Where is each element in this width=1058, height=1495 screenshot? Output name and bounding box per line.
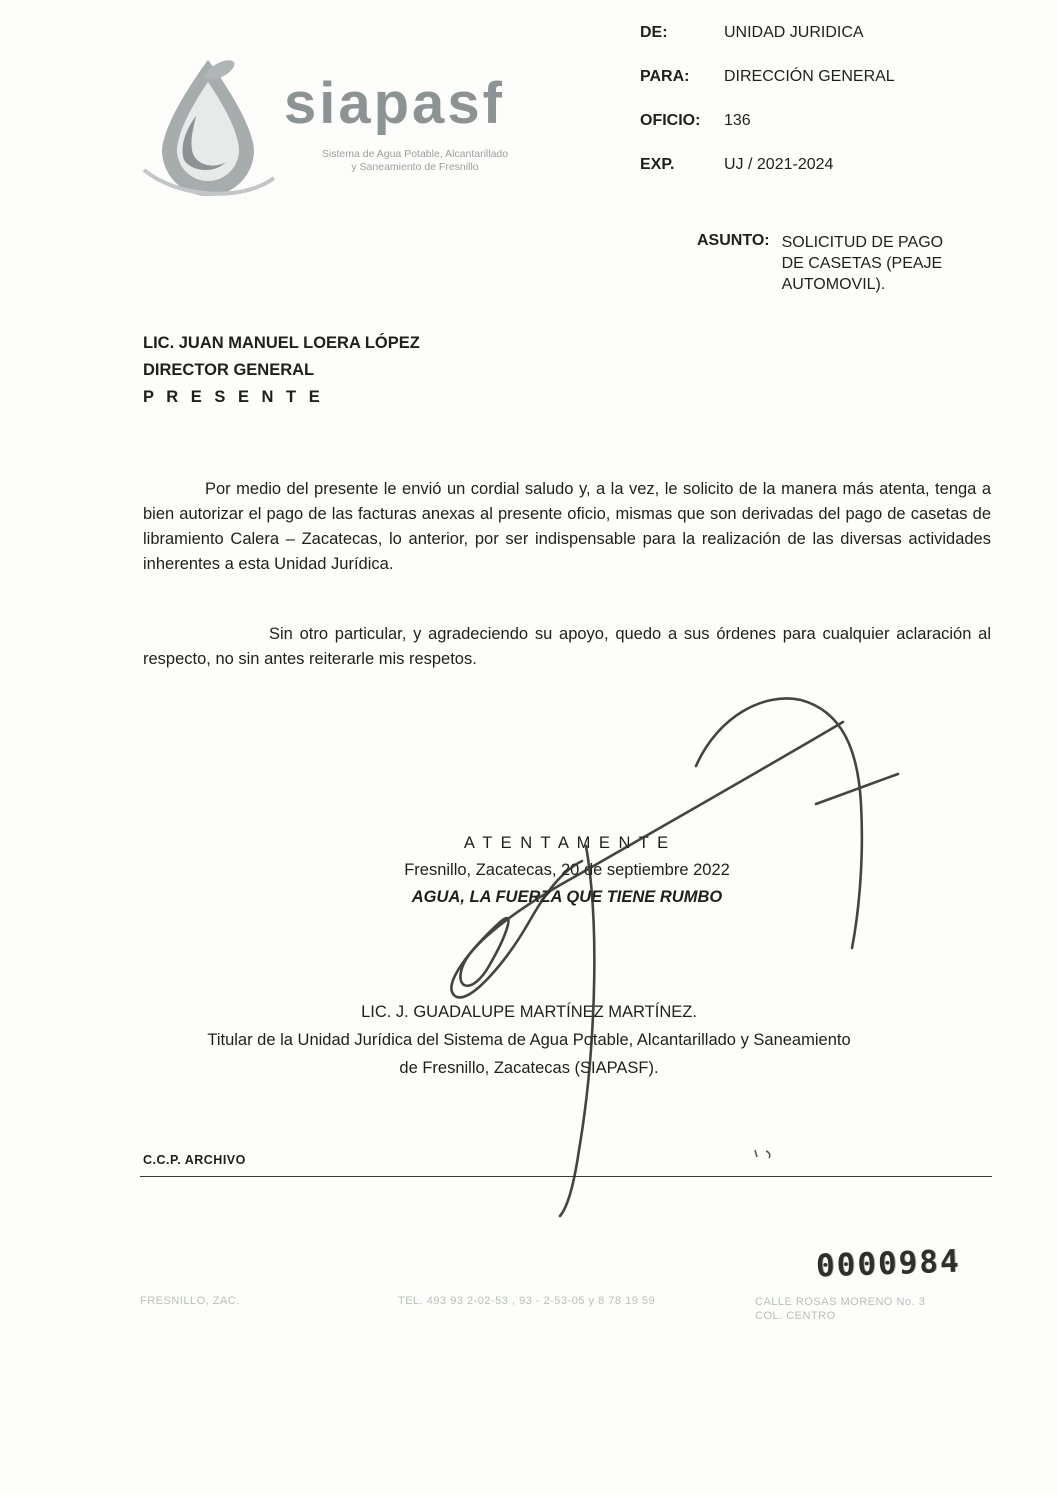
- body-paragraph-1: Por medio del presente le envió un cordial saludo y, a la vez, le solicito de la manera más atenta, tenga a bien autorizar el pago de las facturas anexas al presente oficio, mismas que son derivadas del pago de casetas de libramiento Calera – Zacatecas, lo anterior, por ser indispensable para la realización de las diversas actividades inherentes a esta Unidad Jurídica.: [143, 480, 991, 573]
- field-de-value: UNIDAD JURIDICA: [724, 24, 864, 41]
- footer-rule: [140, 1176, 992, 1177]
- field-para-value: DIRECCIÓN GENERAL: [724, 68, 895, 85]
- subject-block: [697, 232, 943, 295]
- recipient-name: LIC. JUAN MANUEL LOERA LÓPEZ: [143, 334, 420, 352]
- header-fields: [640, 24, 895, 200]
- signer-block: [64, 998, 994, 1082]
- field-exp: [640, 156, 895, 174]
- logo-tagline: [290, 148, 540, 174]
- body-paragraph-2: Sin otro particular, y agradeciendo su apoyo, quedo a sus órdenes para cualquier aclaración al respecto, no sin antes reiterarle mis respetos.: [143, 625, 991, 668]
- subject-line3: AUTOMOVIL).: [781, 276, 886, 293]
- subject-line2: DE CASETAS (PEAJE: [781, 255, 943, 272]
- closing-block: [143, 830, 991, 911]
- field-exp-value: UJ / 2021-2024: [724, 156, 834, 173]
- date-line: Fresnillo, Zacatecas, 20 de septiembre 2022: [404, 861, 730, 879]
- subject-label: ASUNTO:: [697, 232, 770, 249]
- folio-stamp-number: 0000984: [815, 1243, 962, 1285]
- field-para-label: PARA:: [640, 68, 690, 85]
- recipient-block: [143, 330, 420, 411]
- field-oficio-value: 136: [724, 112, 751, 129]
- footer-address: [755, 1295, 925, 1323]
- logo-brand-text: siapasf: [284, 71, 505, 136]
- signer-title-line1: Titular de la Unidad Jurídica del Sistema de Agua Potable, Alcantarillado y Saneamiento: [207, 1031, 851, 1049]
- subject-text: [782, 232, 944, 295]
- signer-title-line2: de Fresnillo, Zacatecas (SIAPASF).: [399, 1059, 659, 1077]
- field-oficio: [640, 112, 895, 130]
- field-de-label: DE:: [640, 24, 668, 41]
- field-de: [640, 24, 895, 42]
- footer-city: FRESNILLO, ZAC.: [140, 1295, 240, 1307]
- ccp-line: C.C.P. ARCHIVO: [143, 1153, 246, 1167]
- footer-address-line2: COL. CENTRO: [755, 1310, 836, 1322]
- atentamente-line: A T E N T A M E N T E: [463, 834, 671, 852]
- field-para: [640, 68, 895, 86]
- water-drop-icon: [138, 52, 278, 202]
- subject-line1: SOLICITUD DE PAGO: [781, 234, 944, 251]
- recipient-presente: P R E S E N T E: [143, 388, 324, 406]
- recipient-title: DIRECTOR GENERAL: [143, 361, 315, 379]
- footer-address-line1: CALLE ROSAS MORENO No. 3: [755, 1296, 926, 1308]
- field-oficio-label: OFICIO:: [640, 112, 701, 129]
- footer-phones: TEL. 493 93 2-02-53 , 93 - 2-53-05 y 8 78 19 59: [398, 1295, 656, 1307]
- motto-line: AGUA, LA FUERZA QUE TIENE RUMBO: [411, 888, 723, 906]
- siapasf-logo: [138, 52, 568, 202]
- signer-name: LIC. J. GUADALUPE MARTÍNEZ MARTÍNEZ.: [361, 1003, 697, 1021]
- field-exp-label: EXP.: [640, 156, 675, 173]
- logo-tagline-line2: y Saneamiento de Fresnillo: [351, 161, 479, 173]
- logo-tagline-line1: Sistema de Agua Potable, Alcantarillado: [321, 148, 509, 160]
- stray-ink-mark: [752, 1148, 776, 1160]
